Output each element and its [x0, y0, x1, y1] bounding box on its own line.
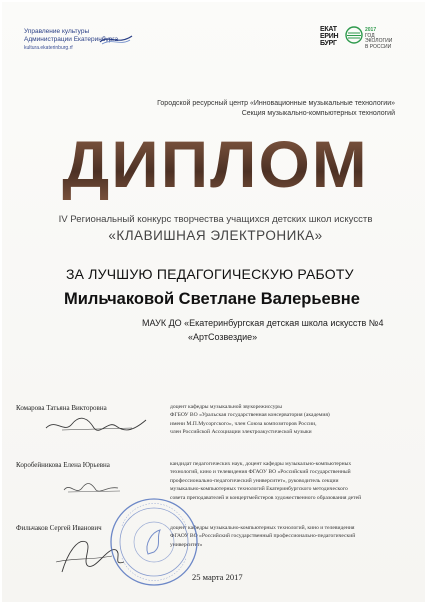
jury-desc-line: член Российской Ассоциации электроакустической музыки: [170, 429, 312, 436]
jury-name-2: Коробейникова Елена Юрьевна: [16, 461, 110, 469]
jury-desc-line: университет»: [170, 541, 203, 548]
org-line1: Управление культуры: [24, 28, 90, 35]
school-line1: МАУК ДО «Екатеринбургская детская школа искусств №4: [142, 318, 384, 328]
contest-description: IV Региональный конкурс творчества учащихся детских школ искусств: [58, 214, 373, 225]
resource-center-line: Городской ресурсный центр «Инновационные музыкальные технологии»: [157, 100, 395, 107]
jury-desc-line: музыкально-компьютерных технологий Екатеринбургского методического: [170, 486, 348, 493]
school-line2: «АртСозвездие»: [188, 332, 258, 342]
jury-desc-line: совета преподавателей и концертмейстеров художественного образования детей: [170, 494, 362, 501]
jury-desc-line: доцент кафедры музыкальной звукорежиссуры: [170, 404, 282, 410]
contest-name: «КЛАВИШНАЯ ЭЛЕКТРОНИКА»: [108, 228, 323, 243]
jury-desc-line: ФГБОУ ВО «Уральская государственная консерватория (академия): [170, 412, 330, 419]
jury-desc-line: технологий, кино и телевидения ФГАОУ ВО «Российский государственный: [170, 469, 351, 476]
jury-name-3: Фильчаков Сергей Иванович: [16, 524, 102, 532]
ekb-line2: ЕРИН: [320, 33, 339, 40]
jury-desc-line: ФГАОУ ВО «Российский государственный профессионально-педагогический: [170, 533, 356, 540]
year-logo-text-block: [365, 28, 397, 50]
jury-desc-2: [170, 460, 406, 502]
signature-1: [42, 412, 152, 438]
jury-desc-line: доцент кафедры музыкально-компьютерных технологий, кино и телевидения: [170, 525, 355, 531]
ecology-circle-icon: [345, 26, 363, 44]
ekaterinburg-logo: [320, 26, 338, 47]
diploma-title: ДИПЛОМ: [2, 126, 425, 202]
org-line2: Администрации Екатеринбурга: [24, 36, 119, 43]
org-site: kultura.ekaterinburg.rf: [24, 45, 73, 51]
diploma-page: [2, 2, 425, 602]
jury-desc-line: профессионально-педагогический университет», руководитель секции: [170, 477, 339, 484]
jury-desc-line: кандидат педагогических наук, доцент кафедры музыкально-компьютерных: [170, 461, 352, 467]
recipient-name: Мильчаковой Светлане Валерьевне: [64, 290, 360, 308]
jury-desc-1: [170, 403, 406, 437]
org-wave-icon: [98, 32, 134, 46]
official-stamp: [108, 496, 200, 588]
jury-desc-3: [170, 524, 406, 549]
ekb-line1: ЕКАТ: [320, 26, 337, 33]
ekb-line3: БУРГ: [320, 40, 337, 47]
year-logo-year: 2017: [365, 27, 377, 33]
year-of-ecology-logo: [345, 26, 393, 50]
jury-name-1: Комарова Татьяна Викторовна: [16, 404, 107, 412]
nomination: ЗА ЛУЧШУЮ ПЕДАГОГИЧЕСКУЮ РАБОТУ: [66, 266, 354, 282]
jury-desc-line: имени М.П.Мусоргского», член Союза композиторов России,: [170, 420, 317, 427]
year-logo-caption: ГОД ЭКОЛОГИИ В РОССИИ: [365, 32, 393, 50]
section-line: Секция музыкально-компьютерных технологий: [241, 110, 395, 117]
issue-date: 25 марта 2017: [192, 572, 243, 582]
